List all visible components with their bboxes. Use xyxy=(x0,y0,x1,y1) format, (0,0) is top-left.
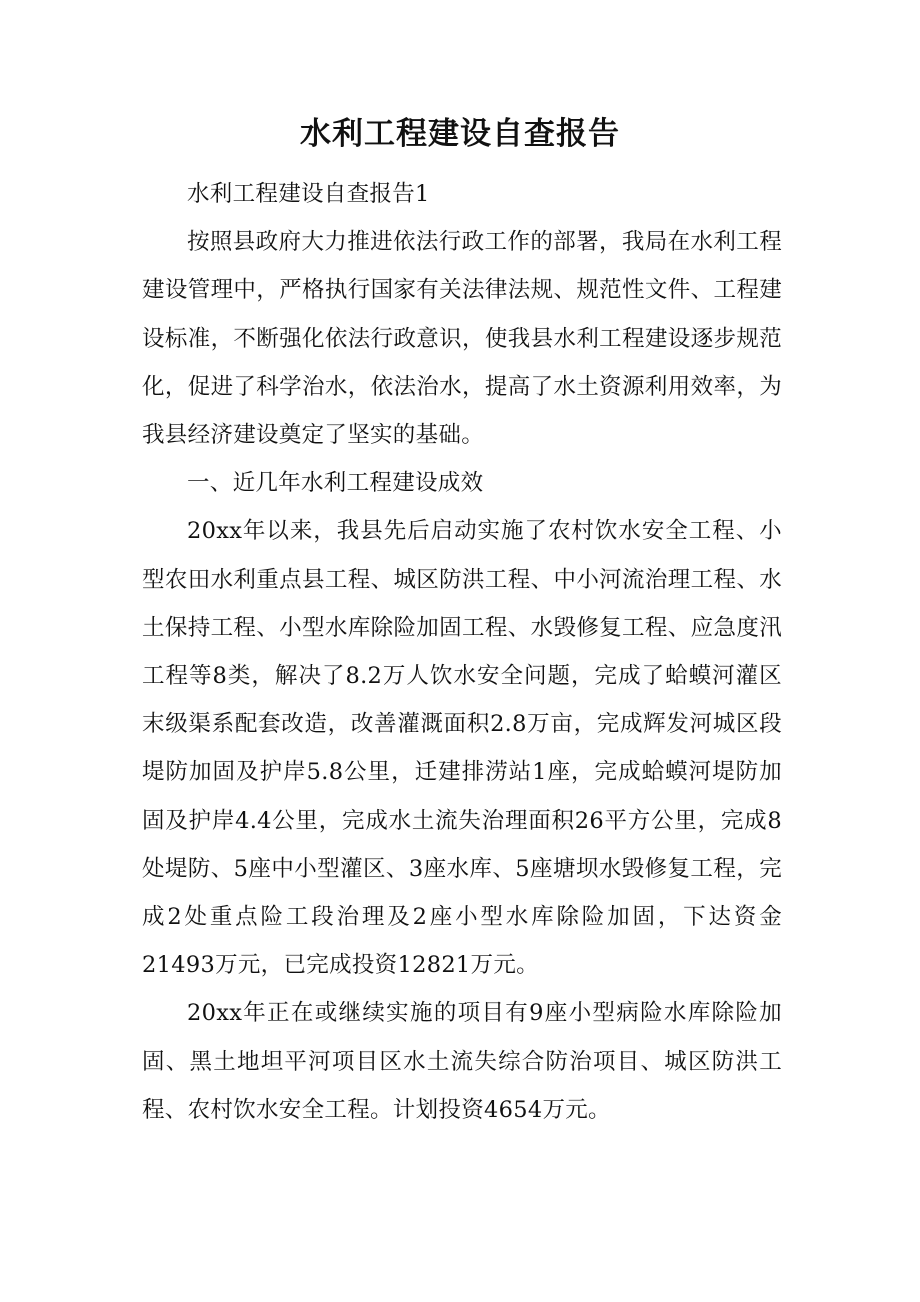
plan-paragraph: 20xx年正在或继续实施的项目有9座小型病险水库除险加固、黑土地坦平河项目区水土流失综合防治项目、城区防洪工程、农村饮水安全工程。计划投资4654万元。 xyxy=(142,1000,782,1123)
document-title: 水利工程建设自查报告 xyxy=(300,116,620,152)
document-body xyxy=(142,170,782,1134)
intro-paragraph: 按照县政府大力推进依法行政工作的部署，我局在水利工程建设管理中，严格执行国家有关法律法规、规范性文件、工程建设标准，不断强化依法行政意识，使我县水利工程建设逐步规范化，促进了科学治水，依法治水，提高了水土资源利用效率，为我县经济建设奠定了坚实的基础。 xyxy=(142,229,782,449)
subtitle-paragraph: 水利工程建设自查报告1 xyxy=(187,181,430,207)
results-paragraph: 20xx年以来，我县先后启动实施了农村饮水安全工程、小型农田水利重点县工程、城区防洪工程、中小河流治理工程、水土保持工程、小型水库除险加固工程、水毁修复工程、应急度汛工程等8类，解决了8.2万人饮水安全问题，完成了蛤蟆河灌区末级渠系配套改造，改善灌溉面积2.8万亩，完成辉发河城区段堤防加固及护岸5.8公里，迁建排涝站1座，完成蛤蟆河堤防加固及护岸4.4公里，完成水土流失治理面积26平方公里，完成8处堤防、5座中小型灌区、3座水库、5座塘坝水毁修复工程，完成2处重点险工段治理及2座小型水库除险加固，下达资金21493万元，已完成投资12821万元。 xyxy=(142,518,782,979)
section-heading: 一、近几年水利工程建设成效 xyxy=(187,470,484,497)
